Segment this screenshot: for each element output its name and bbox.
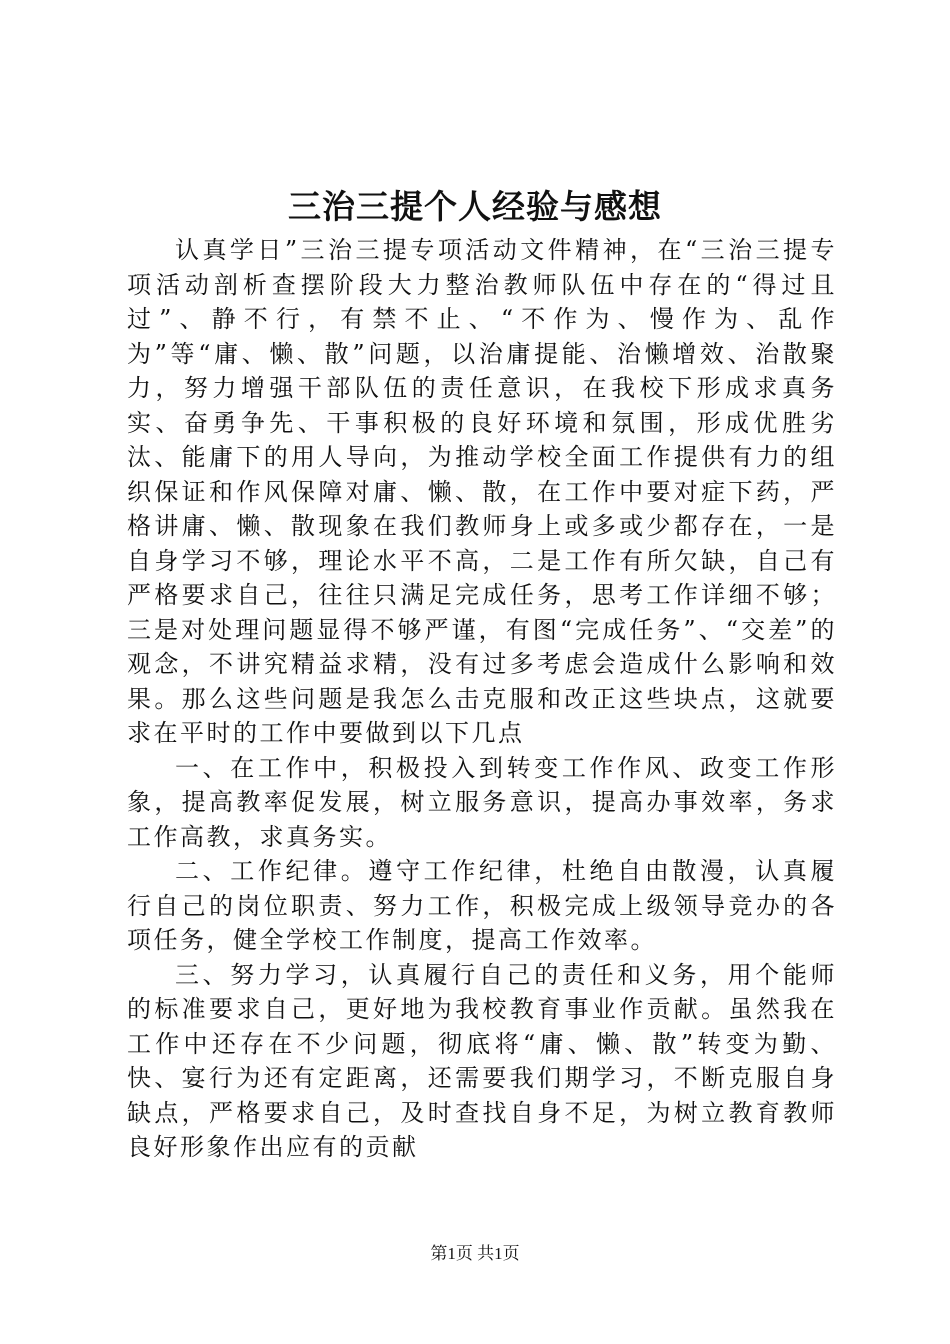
paragraph-point-2: 二、工作纪律。遵守工作纪律，杜绝自由散漫，认真履行自己的岗位职责、努力工作，积极完成上级领导竞办的各项任务，健全学校工作制度，提高工作效率。 [127,857,837,954]
document-title: 三治三提个人经验与感想 [288,187,662,226]
paragraph-intro: 认真学日”三治三提专项活动文件精神，在“三治三提专项活动剖析查摆阶段大力整治教师队伍中存在的“得过且过”、静不行，有禁不止、“不作为、慢作为、乱作为”等“庸、懒、散”问题，以治庸提能、治懒增效、治散聚力，努力增强干部队伍的责任意识，在我校下形成求真务实、奋勇争先、干事积极的良好环境和氛围，形成优胜劣汰、能庸下的用人导向，为推动学校全面工作提供有力的组织保证和作风保障对庸、懒、散，在工作中要对症下药，严格讲庸、懒、散现象在我们教师身上或多或少都存在，一是自身学习不够，理论水平不高，二是工作有所欠缺，自己有严格要求自己，往往只满足完成任务，思考工作详细不够；三是对处理问题显得不够严谨，有图“完成任务”、“交差”的观念，不讲究精益求精，没有过多考虑会造成什么影响和效果。那么这些问题是我怎么击克服和改正这些块点，这就要求在平时的工作中要做到以下几点 [127,236,837,747]
document-body [127,233,837,1165]
paragraph-point-1: 一、在工作中，积极投入到转变工作作风、政变工作形象，提高教率促发展，树立服务意识，提高办事效率，务求工作高教，求真务实。 [127,753,837,851]
paragraph-point-3: 三、努力学习，认真履行自己的责任和义务，用个能师的标准要求自己，更好地为我校教育事业作贡献。虽然我在工作中还存在不少问题，彻底将“庸、懒、散”转变为勤、快、宴行为还有定距离，还需要我们期学习，不断克服自身缺点，严格要求自己，及时查找自身不足，为树立教育教师良好形象作出应有的贡献 [127,960,837,1161]
page-number-footer: 第1页 共1页 [430,1244,520,1263]
